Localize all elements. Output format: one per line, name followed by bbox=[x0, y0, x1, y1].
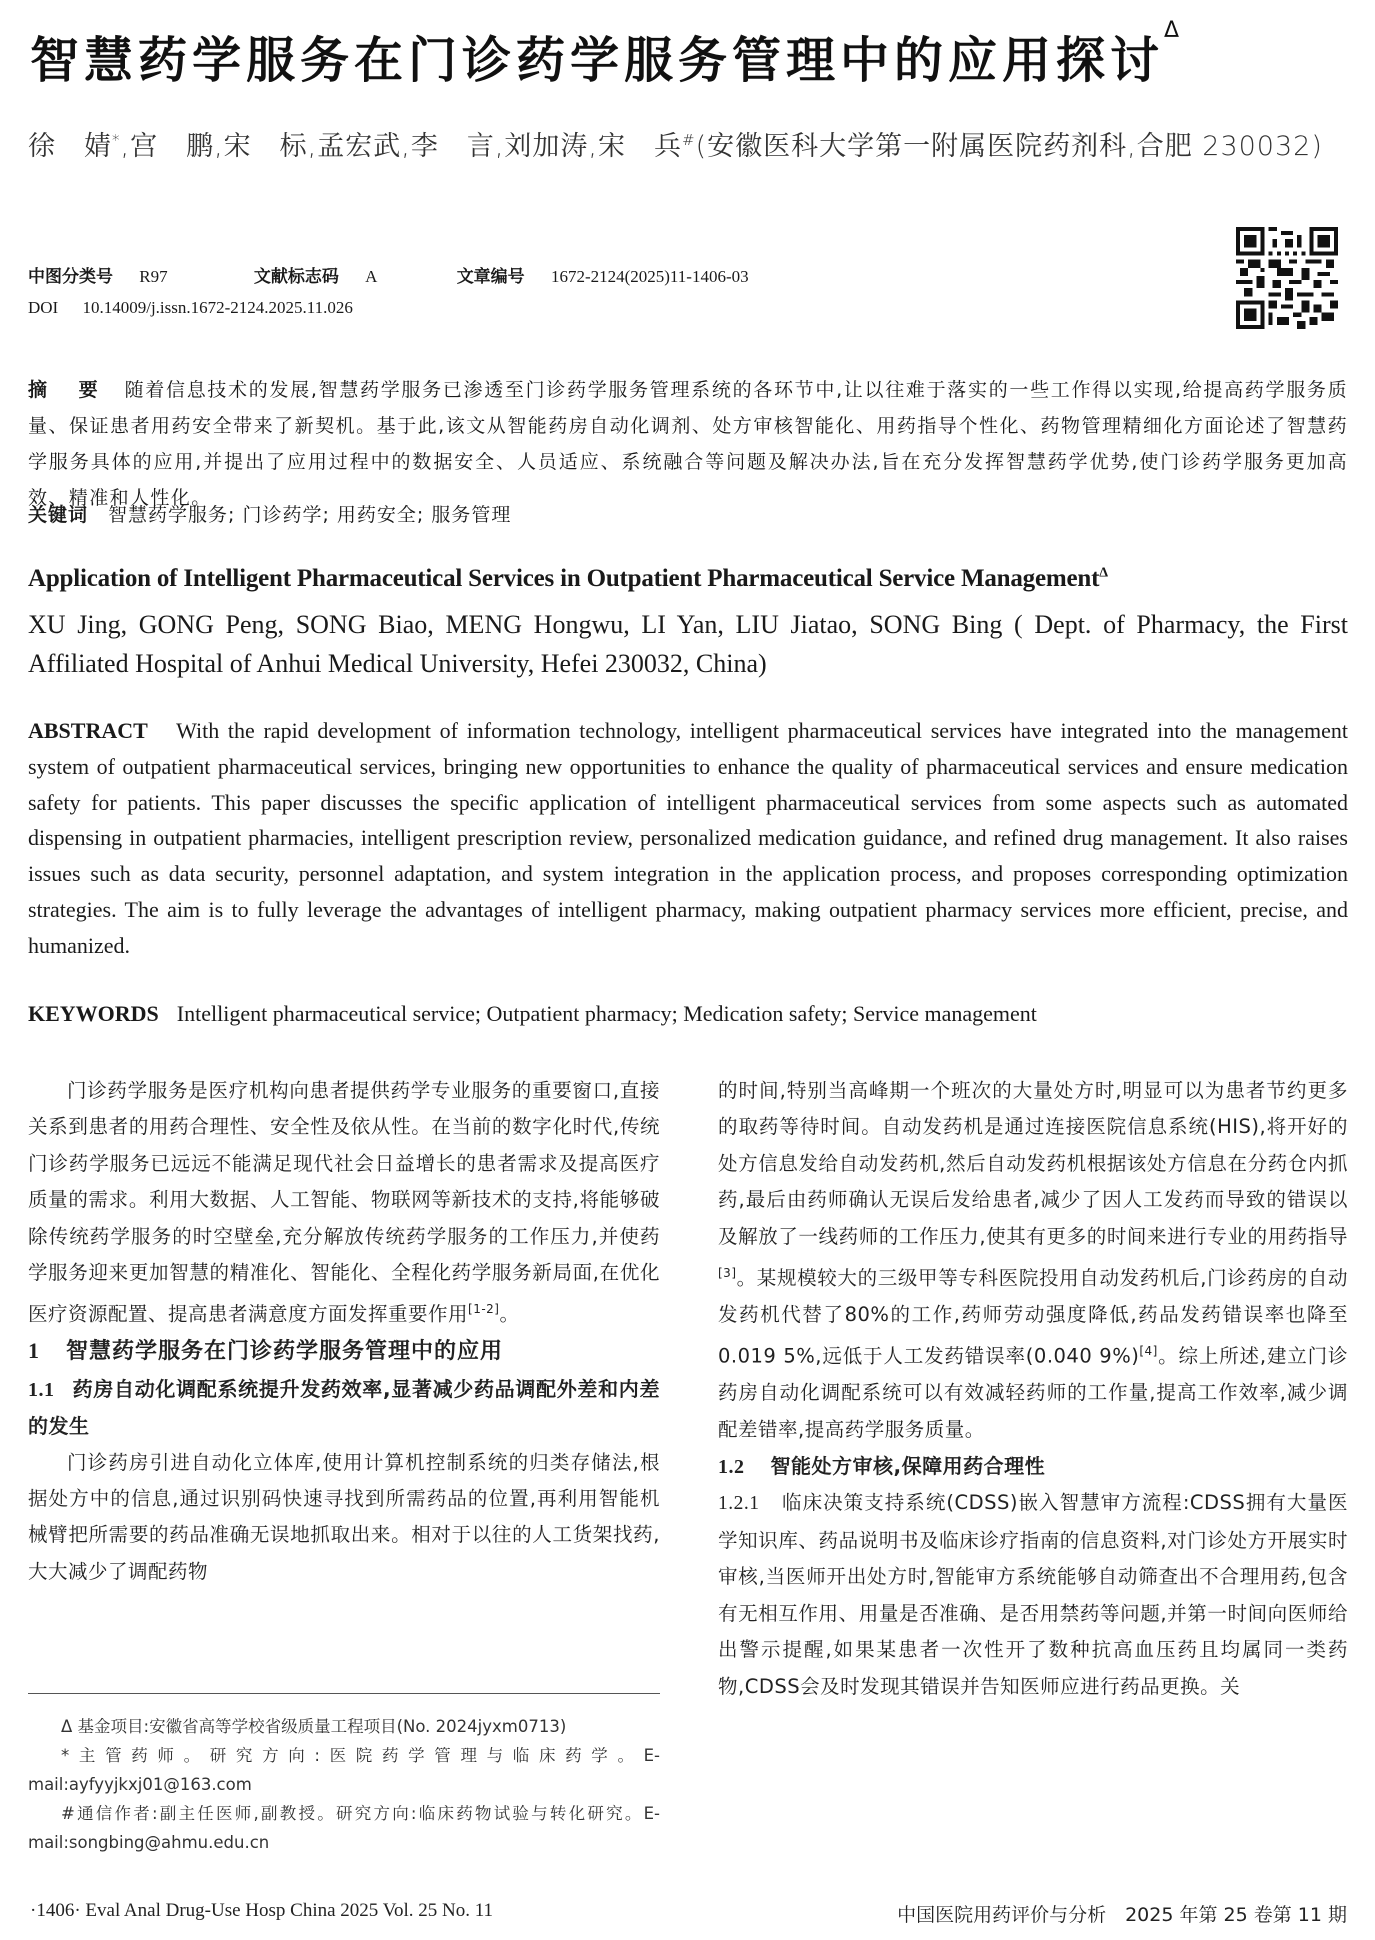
english-keywords-text: Intelligent pharmaceutical service; Outpatient pharmacy; Medication safety; Service management bbox=[176, 1001, 1037, 1026]
citation-3[interactable]: [3] bbox=[718, 1266, 737, 1281]
footnotes bbox=[28, 1712, 660, 1857]
english-keywords bbox=[28, 1001, 1037, 1027]
first-author-mark: * bbox=[112, 131, 121, 149]
english-abstract-text: With the rapid development of information technology, intelligent pharmaceutical services have integrated into the management system of outpatient pharmaceutical services, bringing new opportunities to enhance the quality of pharmaceutical services and ensure medication safety for patients. This paper discusses the specific application of intelligent pharmaceutical services from some aspects such as automated dispensing in outpatient pharmacies, intelligent prescription review, personalized medication guidance, and refined drug management. It also raises issues such as data security, personnel adaptation, and system integration in the application process, and proposes corresponding optimization strategies. The aim is to fully leverage the advantages of intelligent pharmacy, making outpatient pharmacy services more efficient, precise, and humanized. bbox=[28, 718, 1348, 958]
paragraph-part-c: 。综上所述,建立门诊药房自动化调配系统可以有效减轻药师的工作量,提高工作效率,减少调配差错率,提高药学服务质量。 bbox=[718, 1344, 1348, 1441]
abstract-cn bbox=[28, 372, 1348, 516]
doi-value[interactable]: 10.14009/j.issn.1672-2124.2025.11.026 bbox=[82, 298, 353, 317]
section-1-2-title: 智能处方审核,保障用药合理性 bbox=[770, 1454, 1046, 1479]
abstract-cn-label: 摘 要 bbox=[28, 379, 104, 401]
corresponding-author-mark: # bbox=[682, 131, 696, 149]
abstract-cn-text: 随着信息技术的发展,智慧药学服务已渗透至门诊药学服务管理系统的各环节中,让以往难于落实的一些工作得以实现,给提高药学服务质量、保证患者用药安全带来了新契机。基于此,该文从智能药房自动化调剂、处方审核智能化、用药指导个性化、药物管理精细化方面论述了智慧药学服务具体的应用,并提出了应用过程中的数据安全、人员适应、系统融合等问题及解决办法,旨在充分发挥智慧药学优势,使门诊药学服务更加高效、精准和人性化。 bbox=[28, 379, 1348, 509]
english-keywords-label: KEYWORDS bbox=[28, 1001, 159, 1026]
english-title bbox=[28, 565, 1108, 593]
continued-paragraph bbox=[718, 1073, 1348, 1448]
affiliation: (安徽医科大学第一附属医院药剂科,合肥 230032) bbox=[695, 131, 1323, 162]
article-title-text: 智慧药学服务在门诊药学服务管理中的应用探讨 bbox=[30, 32, 1165, 89]
body-right-column bbox=[718, 1073, 1348, 1705]
section-1-2-number: 1.2 bbox=[718, 1456, 745, 1479]
intro-end: 。 bbox=[499, 1302, 520, 1326]
intro-paragraph bbox=[28, 1073, 660, 1333]
article-title bbox=[30, 18, 1180, 92]
doi-row bbox=[28, 298, 353, 318]
english-abstract bbox=[28, 713, 1348, 964]
english-abstract-label: ABSTRACT bbox=[28, 718, 148, 743]
citation-1-2[interactable]: [1-2] bbox=[468, 1302, 500, 1317]
article-no-label: 文章编号 bbox=[456, 267, 525, 287]
section-1-2-heading bbox=[718, 1448, 1348, 1485]
section-1-1-number: 1.1 bbox=[28, 1378, 55, 1401]
doc-code-label: 文献标志码 bbox=[253, 267, 339, 287]
fund-mark: Δ bbox=[1164, 18, 1180, 43]
english-fund-mark: Δ bbox=[1099, 565, 1108, 581]
section-1-heading bbox=[28, 1333, 660, 1370]
footnote-divider bbox=[28, 1693, 660, 1694]
classification-row bbox=[28, 262, 749, 287]
intro-text: 门诊药学服务是医疗机构向患者提供药学专业服务的重要窗口,直接关系到患者的用药合理性、安全性及依从性。在当前的数字化时代,传统门诊药学服务已远远不能满足现代社会日益增长的患者需求及提高医疗质量的需求。利用大数据、人工智能、物联网等新技术的支持,将能够破除传统药学服务的时空壁垒,充分解放传统药学服务的工作压力,并使药学服务迎来更加智慧的精准化、智能化、全程化药学服务新局面,在优化医疗资源配置、提高患者满意度方面发挥重要作用 bbox=[28, 1079, 660, 1326]
author-line bbox=[28, 113, 1348, 174]
footer-journal-cn: 中国医院用药评价与分析 2025 年第 25 卷第 11 期 bbox=[897, 1904, 1347, 1926]
doc-code-value: A bbox=[365, 267, 377, 286]
clc-label: 中图分类号 bbox=[28, 267, 113, 287]
section-1-2-1-paragraph bbox=[718, 1485, 1348, 1704]
keywords-cn-text: 智慧药学服务; 门诊药学; 用药安全; 服务管理 bbox=[108, 504, 512, 526]
keywords-cn-label: 关键词 bbox=[28, 504, 89, 526]
doi-label: DOI bbox=[28, 298, 59, 317]
article-no-value: 1672-2124(2025)11-1406-03 bbox=[550, 267, 749, 286]
section-1-1-paragraph: 门诊药房引进自动化立体库,使用计算机控制系统的归类存储法,根据处方中的信息,通过识别码快速寻找到所需药品的位置,再利用智能机械臂把所需要的药品准确无误地抓取出来。相对于以往的人工货架找药,大大减少了调配药物 bbox=[28, 1450, 660, 1583]
paragraph-part-b: 。某规模较大的三级甲等专科医院投用自动发药机后,门诊药房的自动发药机代替了80%的工作,药师劳动强度降低,药品发药错误率也降至0.019 5%,远低于人工发药错误率(0.040 9%) bbox=[718, 1266, 1348, 1368]
citation-4[interactable]: [4] bbox=[1139, 1344, 1158, 1359]
keywords-cn bbox=[28, 500, 511, 527]
first-author: 徐 婧 bbox=[28, 131, 112, 162]
footer-journal-en: ·1406· Eval Anal Drug-Use Hosp China 2025 Vol. 25 No. 11 bbox=[30, 1900, 494, 1921]
section-1-1-heading bbox=[28, 1371, 660, 1445]
qr-code-icon[interactable] bbox=[1236, 227, 1338, 329]
section-1-number: 1 bbox=[28, 1338, 40, 1364]
section-1-2-1-text: 临床决策支持系统(CDSS)嵌入智慧审方流程:CDSS拥有大量医学知识库、药品说明书及临床诊疗指南的信息资料,对门诊处方开展实时审核,当医师开出处方时,智能审方系统能够自动筛查出不合理用药,包含有无相互作用、用量是否准确、是否用禁药等问题,并第一时间向医师给出警示提醒,如果某患者一次性开了数种抗高血压药且均属同一类药物,CDSS会及时发现其错误并告知医师应进行药品更换。关 bbox=[718, 1491, 1348, 1698]
section-1-2-1-number: 1.2.1 bbox=[718, 1493, 760, 1515]
footnote-first-author: *主管药师。研究方向:医院药学管理与临床药学。E-mail:ayfyyjkxj01@163.com bbox=[28, 1746, 660, 1794]
footnote-fund: Δ 基金项目:安徽省高等学校省级质量工程项目(No. 2024jyxm0713) bbox=[61, 1717, 567, 1736]
clc-value: R97 bbox=[139, 267, 168, 286]
footnote-corresponding-author: #通信作者:副主任医师,副教授。研究方向:临床药物试验与转化研究。E-mail:songbing@ahmu.edu.cn bbox=[28, 1804, 660, 1852]
paragraph-part-a: 的时间,特别当高峰期一个班次的大量处方时,明显可以为患者节约更多的取药等待时间。自动发药机是通过连接医院信息系统(HIS),将开好的处方信息发给自动发药机,然后自动发药机根据该处方信息在分药仓内抓药,最后由药师确认无误后发给患者,减少了因人工发药而导致的错误以及解放了一线药师的工作压力,使其有更多的时间来进行专业的用药指导 bbox=[718, 1079, 1348, 1248]
co-authors: ,宫 鹏,宋 标,孟宏武,李 言,刘加涛,宋 兵 bbox=[120, 131, 682, 162]
body-left-column bbox=[28, 1073, 660, 1590]
section-1-1-title: 药房自动化调配系统提升发药效率,显著减少药品调配外差和内差的发生 bbox=[28, 1376, 660, 1439]
english-authors: XU Jing, GONG Peng, SONG Biao, MENG Hongwu, LI Yan, LIU Jiatao, SONG Bing ( Dept. of Pharmacy, the First Affiliated Hospital of Anhui Medical University, Hefei 230032, China) bbox=[28, 610, 1348, 678]
english-title-text: Application of Intelligent Pharmaceutical Services in Outpatient Pharmaceutical Service Management bbox=[28, 565, 1100, 592]
section-1-title: 智慧药学服务在门诊药学服务管理中的应用 bbox=[66, 1339, 504, 1365]
